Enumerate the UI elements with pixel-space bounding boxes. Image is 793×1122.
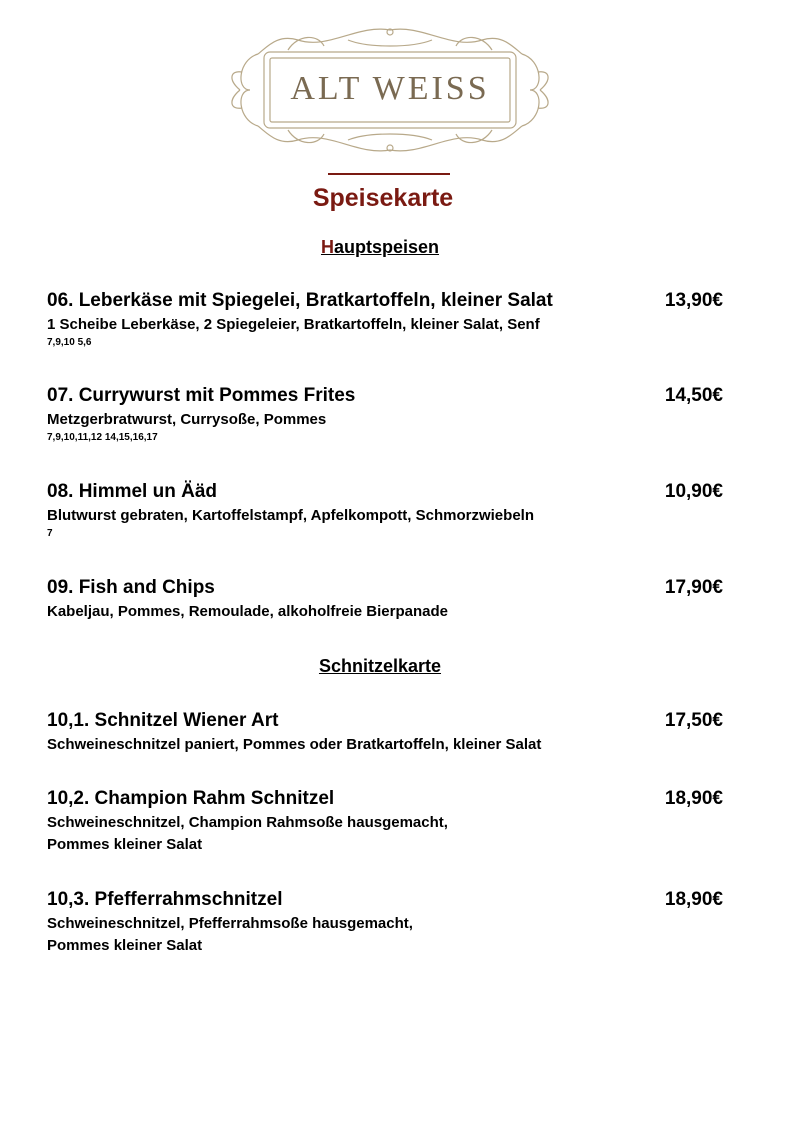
menu-item [47,577,723,623]
menu-item [47,290,723,350]
menu-item [47,481,723,541]
menu-item [47,788,723,856]
menu-item-name: 09. Fish and Chips [47,577,215,598]
section-heading-text: Schnitzelkarte [318,656,442,676]
menu-item [47,710,723,756]
title-divider [328,173,450,175]
menu-item-allergens: 7,9,10 5,6 [47,337,92,348]
menu-item-description: Metzgerbratwurst, Currysoße, Pommes [47,411,327,428]
logo-wordmark: ALT WEISS [290,70,490,107]
menu-item-allergens: 7,9,10,11,12 14,15,16,17 [47,432,158,443]
menu-item-name: 08. Himmel un Ääd [47,481,217,502]
menu-item-price: 17,50€ [664,710,723,731]
page-title: Speisekarte [312,184,454,212]
menu-item-price: 18,90€ [664,889,723,910]
menu-item-description: Schweineschnitzel, Pfefferrahmsoße hausgemacht, Pommes kleiner Salat [47,915,413,954]
section-heading-text: auptspeisen [333,237,440,257]
menu-item-allergens: 7 [47,528,53,539]
menu-item-description: Kabeljau, Pommes, Remoulade, alkoholfreie Bierpanade [47,603,448,620]
menu-item-name: 10,2. Champion Rahm Schnitzel [47,788,335,809]
menu-item-name: 10,1. Schnitzel Wiener Art [47,710,279,731]
menu-item-name: 10,3. Pfefferrahmschnitzel [47,889,283,910]
menu-item [47,889,723,957]
restaurant-logo [228,20,552,160]
menu-item-price: 18,90€ [664,788,723,809]
menu-item-description: Schweineschnitzel paniert, Pommes oder Bratkartoffeln, kleiner Salat [47,736,542,753]
menu-item-description: 1 Scheibe Leberkäse, 2 Spiegeleier, Bratkartoffeln, kleiner Salat, Senf [47,316,540,333]
menu-item-name: 06. Leberkäse mit Spiegelei, Bratkartoffeln, kleiner Salat [47,290,553,311]
menu-item-description: Schweineschnitzel, Champion Rahmsoße hausgemacht, Pommes kleiner Salat [47,814,448,853]
menu-item-price: 10,90€ [664,481,723,502]
section-heading-schnitzelkarte [0,656,760,677]
menu-item-description: Blutwurst gebraten, Kartoffelstampf, Apfelkompott, Schmorzwiebeln [47,507,534,524]
menu-item [47,385,723,445]
section-heading-initial: H [320,237,334,257]
menu-item-price: 13,90€ [664,290,723,311]
section-heading-hauptspeisen [0,237,760,258]
menu-item-price: 17,90€ [664,577,723,598]
menu-item-price: 14,50€ [664,385,723,406]
menu-item-name: 07. Currywurst mit Pommes Frites [47,385,356,406]
